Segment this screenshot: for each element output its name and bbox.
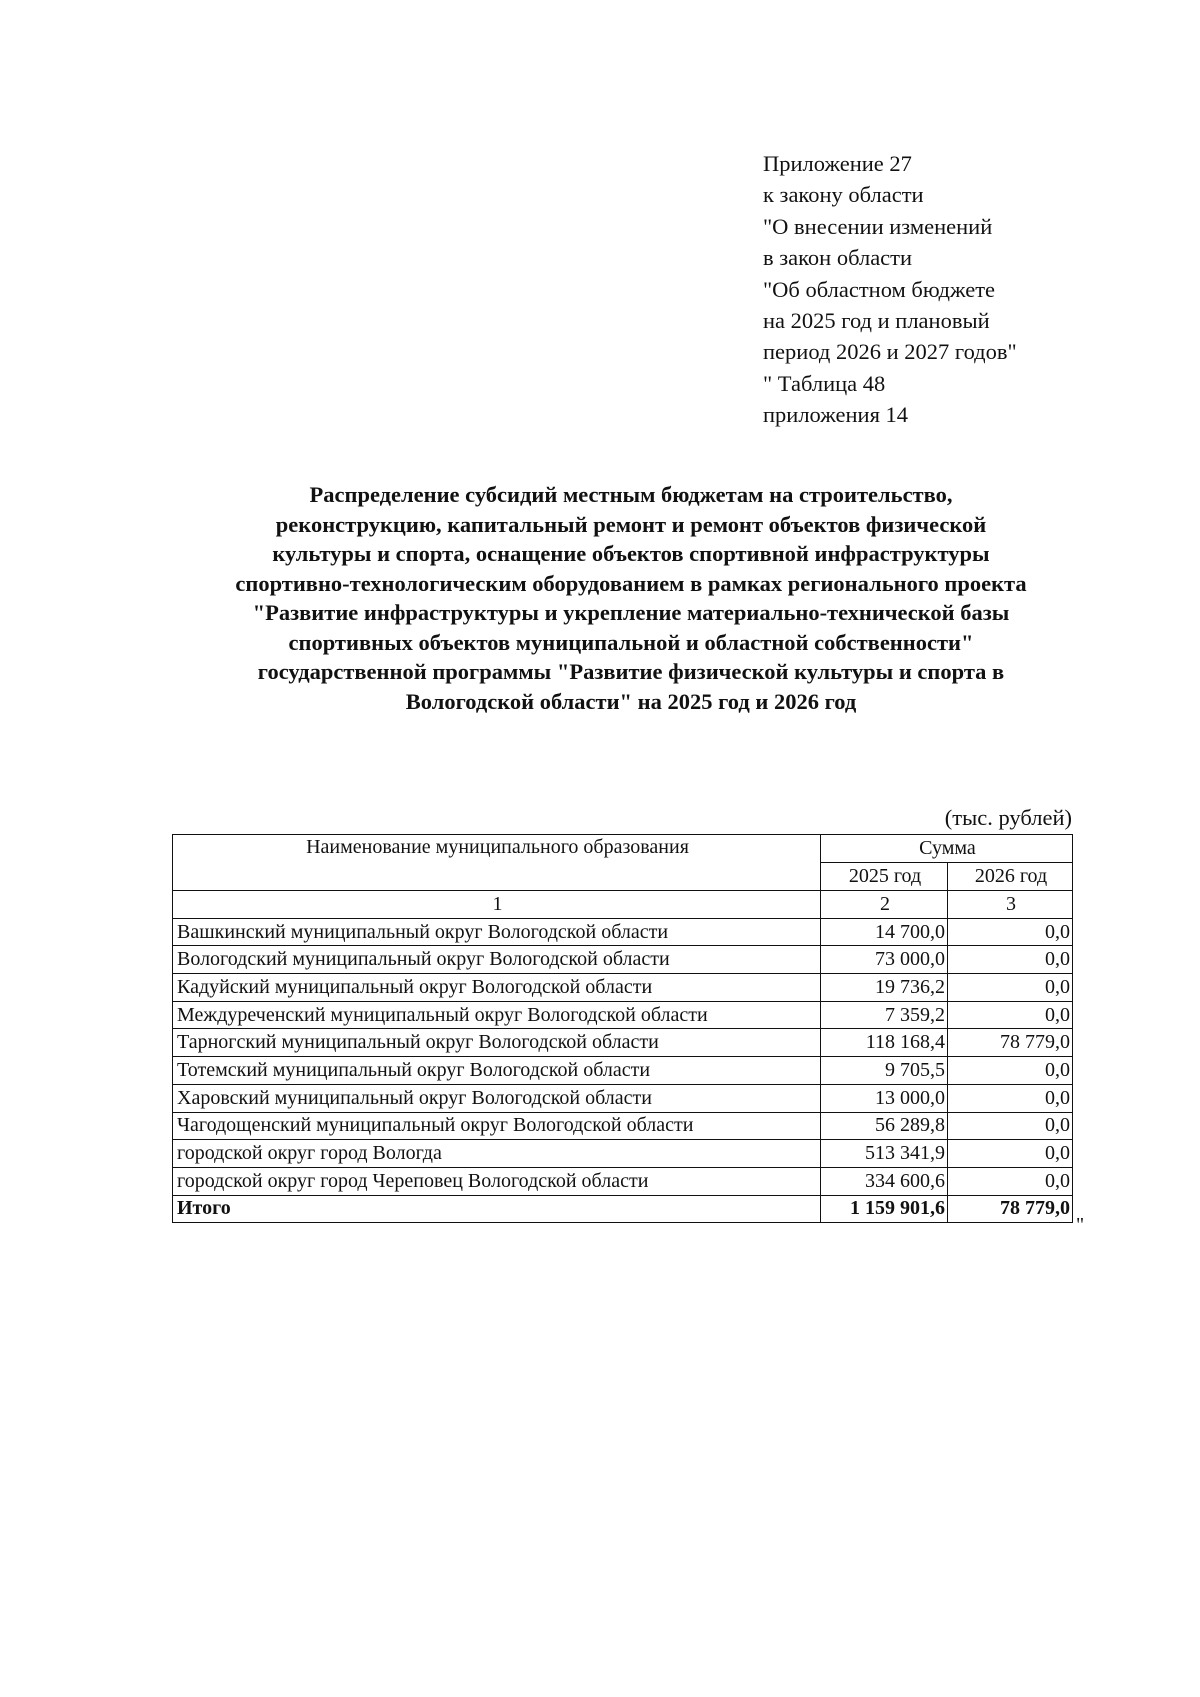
- table-row: [173, 974, 1073, 1002]
- row-2025: 13 000,0: [821, 1084, 948, 1112]
- row-name: городской округ город Череповец Вологодской области: [173, 1167, 821, 1195]
- annex-line: " Таблица 48: [763, 370, 886, 396]
- table-row: [173, 1112, 1073, 1140]
- title-line: государственной программы "Развитие физической культуры и спорта в: [257, 659, 1005, 684]
- total-label: Итого: [173, 1195, 821, 1223]
- table-row: [173, 1029, 1073, 1057]
- annex-line: приложения 14: [763, 402, 909, 428]
- annex-line: в закон области: [763, 245, 913, 271]
- title-line: Вологодской области" на 2025 год и 2026 год: [405, 688, 857, 714]
- row-name: Чагодощенский муниципальный округ Вологодской области: [173, 1112, 821, 1140]
- title-line: Распределение субсидий местным бюджетам на строительство,: [309, 482, 953, 507]
- row-name: Харовский муниципальный округ Вологодской области: [173, 1084, 821, 1112]
- row-name: Вашкинский муниципальный округ Вологодской области: [173, 918, 821, 946]
- table-header-row: [173, 835, 1073, 863]
- row-2026: 0,0: [948, 974, 1073, 1002]
- document-title: [150, 480, 1112, 716]
- row-name: Тотемский муниципальный округ Вологодской области: [173, 1057, 821, 1085]
- row-name: Кадуйский муниципальный округ Вологодской области: [173, 974, 821, 1002]
- table-row: [173, 1001, 1073, 1029]
- annex-line: "О внесении изменений: [763, 213, 993, 239]
- title-line: "Развитие инфраструктуры и укрепление материально-технической базы: [252, 600, 1010, 625]
- row-2025: 9 705,5: [821, 1057, 948, 1085]
- row-2026: 0,0: [948, 1084, 1073, 1112]
- table-row: [173, 1084, 1073, 1112]
- row-2025: 14 700,0: [821, 918, 948, 946]
- column-number: 3: [948, 891, 1073, 919]
- row-2025: 19 736,2: [821, 974, 948, 1002]
- row-2026: 0,0: [948, 1057, 1073, 1085]
- row-2026: 0,0: [948, 1140, 1073, 1168]
- header-year-2025: 2025 год: [821, 863, 948, 891]
- title-line: спортивных объектов муниципальной и областной собственности": [288, 629, 974, 655]
- header-name: Наименование муниципального образования: [173, 835, 821, 891]
- row-2025: 513 341,9: [821, 1140, 948, 1168]
- subsidies-table: [172, 834, 1073, 1223]
- row-2026: 0,0: [948, 1112, 1073, 1140]
- header-sum: Сумма: [821, 835, 1073, 863]
- table-row: [173, 946, 1073, 974]
- row-2026: 0,0: [948, 918, 1073, 946]
- row-2025: 118 168,4: [821, 1029, 948, 1057]
- table-row: [173, 1057, 1073, 1085]
- row-2026: 0,0: [948, 946, 1073, 974]
- row-2026: 78 779,0: [948, 1029, 1073, 1057]
- row-2025: 7 359,2: [821, 1001, 948, 1029]
- column-number: 1: [173, 891, 821, 919]
- annex-line: Приложение 27: [763, 151, 912, 176]
- row-name: Вологодский муниципальный округ Вологодской области: [173, 946, 821, 974]
- row-2025: 56 289,8: [821, 1112, 948, 1140]
- row-name: Тарногский муниципальный округ Вологодской области: [173, 1029, 821, 1057]
- title-line: спортивно-технологическим оборудованием в рамках регионального проекта: [235, 570, 1027, 596]
- table-row: [173, 1167, 1073, 1195]
- title-line: реконструкцию, капитальный ремонт и ремонт объектов физической: [275, 511, 987, 537]
- column-number: 2: [821, 891, 948, 919]
- row-name: городской округ город Вологда: [173, 1140, 821, 1168]
- annex-line: "Об областном бюджете: [763, 276, 996, 302]
- total-row: [173, 1195, 1073, 1223]
- annex-reference: [763, 148, 1163, 431]
- total-2026: 78 779,0: [948, 1195, 1073, 1223]
- header-year-2026: 2026 год: [948, 863, 1073, 891]
- annex-line: к закону области: [763, 182, 924, 208]
- closing-quote: ": [1076, 1214, 1085, 1236]
- row-2025: 334 600,6: [821, 1167, 948, 1195]
- table-row: [173, 1140, 1073, 1168]
- row-name: Междуреченский муниципальный округ Вологодской области: [173, 1001, 821, 1029]
- row-2026: 0,0: [948, 1001, 1073, 1029]
- table-row: [173, 918, 1073, 946]
- annex-line: период 2026 и 2027 годов": [763, 339, 1017, 365]
- annex-line: на 2025 год и плановый: [763, 308, 990, 334]
- title-line: культуры и спорта, оснащение объектов спортивной инфраструктуры: [272, 541, 990, 566]
- units-label: (тыс. рублей): [944, 805, 1072, 830]
- total-2025: 1 159 901,6: [821, 1195, 948, 1223]
- column-number-row: [173, 891, 1073, 919]
- row-2025: 73 000,0: [821, 946, 948, 974]
- row-2026: 0,0: [948, 1167, 1073, 1195]
